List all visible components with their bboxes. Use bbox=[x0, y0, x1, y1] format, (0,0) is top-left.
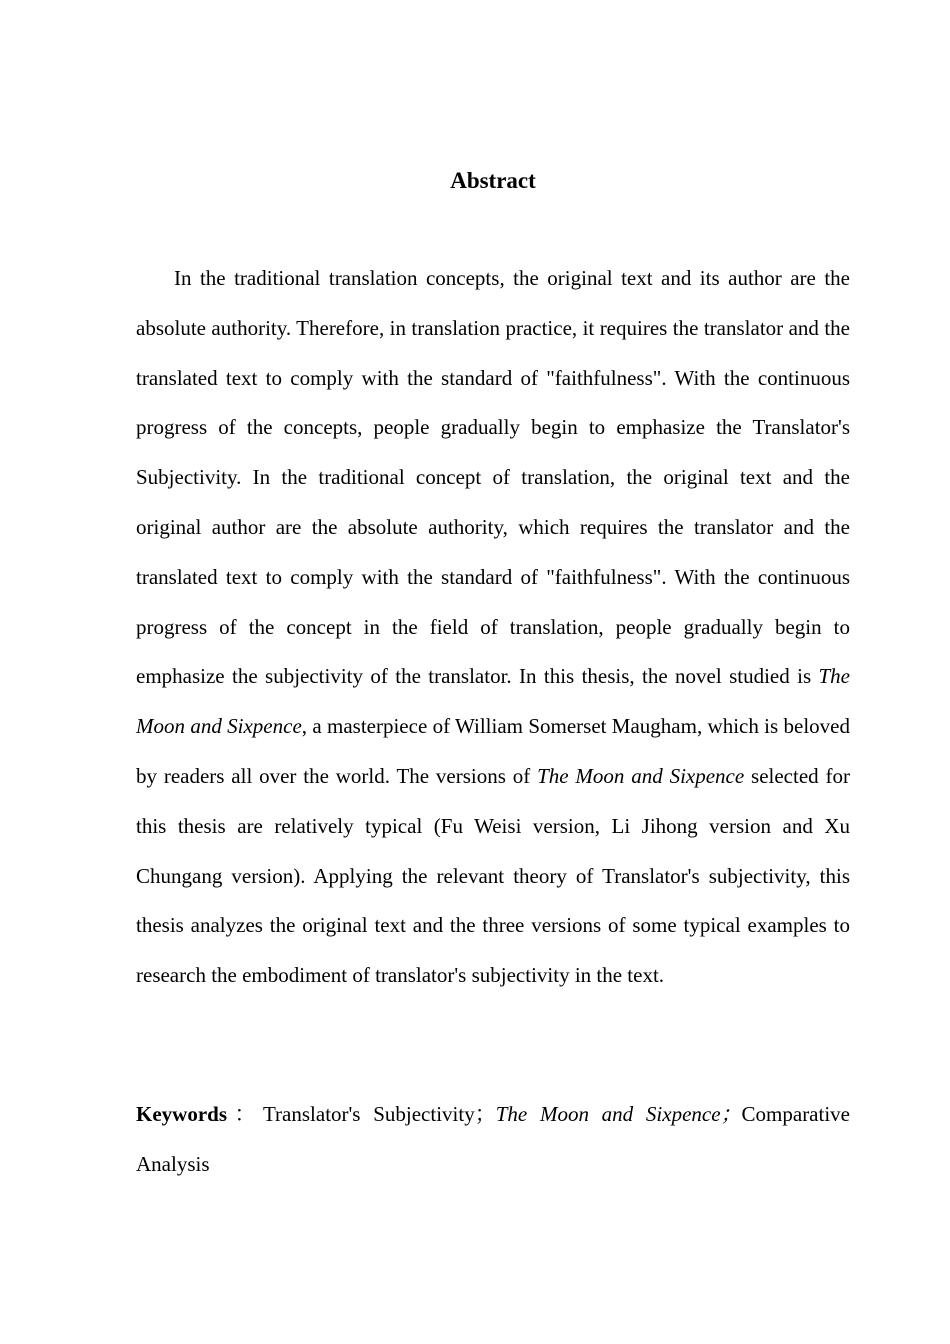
abstract-paragraph bbox=[136, 254, 850, 1001]
keyword-item: Comparative Analysis bbox=[136, 1102, 850, 1176]
keyword-item: The Moon and Sixpence bbox=[495, 1102, 721, 1126]
abstract-text-part-1: In the traditional translation concepts, the original text and its author are the absolute authority. Therefore, in translation practice, it requires the translator and the translated text to comply with the standard of "faithfulness". With the continuous progress of the concepts, people gradually begin to emphasize the Translator's Subjectivity. In the traditional concept of translation, the original text and the original author are the absolute authority, which requires the translator and the translated text to comply with the standard of "faithfulness". With the continuous progress of the concept in the field of translation, people gradually begin to emphasize the subjectivity of the translator. In this thesis, the novel studied is bbox=[136, 266, 850, 689]
keywords-label: Keywords bbox=[136, 1102, 227, 1126]
keyword-separator: ； bbox=[474, 1102, 496, 1126]
keywords-line bbox=[136, 1090, 850, 1190]
keyword-item: Translator's Subjectivity bbox=[262, 1102, 475, 1126]
novel-title-reference: The Moon and Sixpence bbox=[537, 763, 745, 788]
abstract-text-part-3: selected for this thesis are relatively typical (Fu Weisi version, Li Jihong version and Xu Chungang version). Applying the relevant theory of Translator's subjectivity, this thesis analyzes the original text and the three versions of some typical examples to research the embodiment of translator's subjectivity in the text. bbox=[136, 763, 850, 988]
keywords-label-separator: ： bbox=[227, 1102, 263, 1126]
novel-title-reference: The Moon and Sixpence bbox=[136, 664, 850, 739]
keyword-separator: ； bbox=[720, 1102, 742, 1126]
abstract-text-part-2: , a masterpiece of William Somerset Maugham, which is beloved by readers all over the world. The versions of bbox=[136, 714, 850, 788]
abstract-title: Abstract bbox=[450, 168, 536, 193]
